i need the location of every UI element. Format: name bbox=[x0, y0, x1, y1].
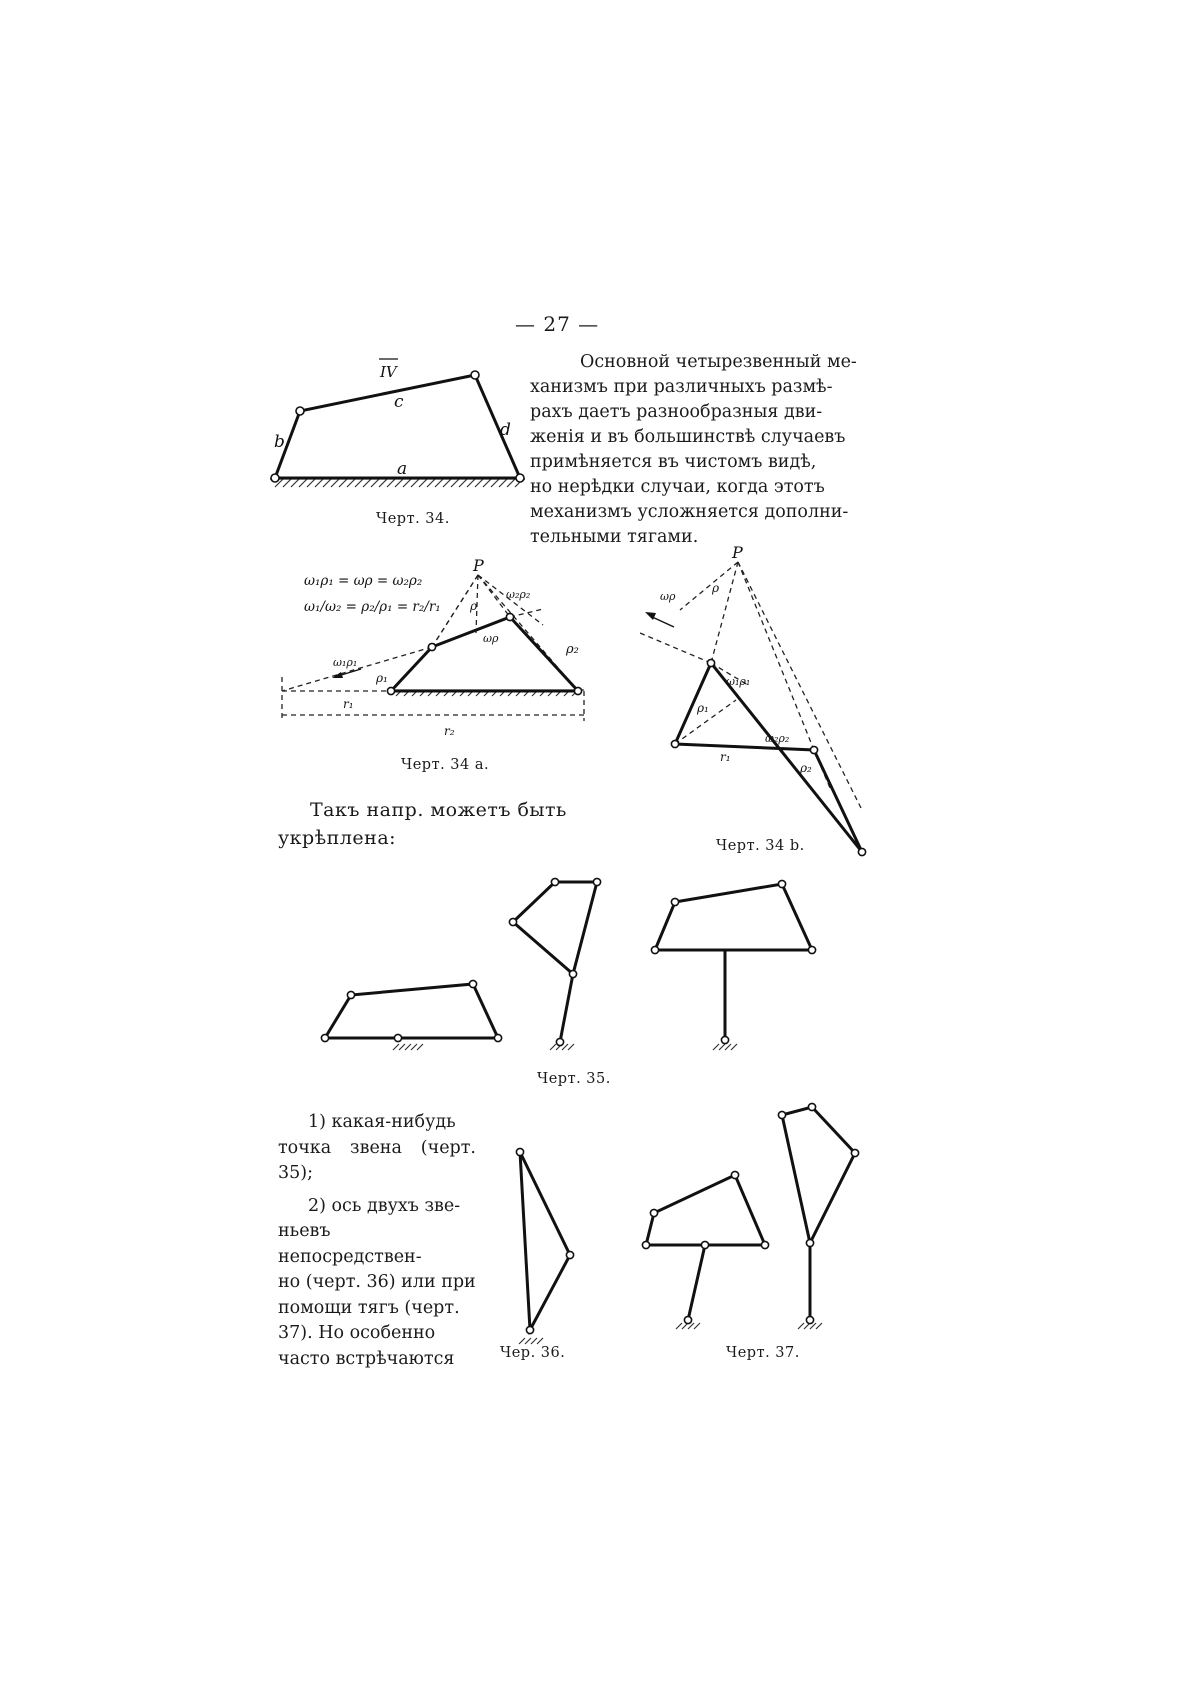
label-w1rho1: ω₁ρ₁ bbox=[333, 656, 358, 669]
paragraph-line: Такъ напр. можетъ быть bbox=[310, 799, 567, 821]
ray-p-c bbox=[738, 562, 814, 750]
four-bar-linkage-2 bbox=[782, 1107, 855, 1243]
joint bbox=[516, 474, 524, 482]
label-wrho: ωρ bbox=[660, 590, 676, 603]
joint bbox=[731, 1171, 738, 1178]
joint bbox=[650, 1209, 657, 1216]
paragraph-line: 2) ось двухъ зве- bbox=[308, 1195, 461, 1216]
formula-2: ω₁/ω₂ = ρ₂/ρ₁ = r₂/r₁ bbox=[304, 599, 441, 615]
figure-35 bbox=[315, 870, 835, 1060]
paragraph-line: 1) какая-нибудь bbox=[308, 1112, 456, 1132]
label-r1: r₁ bbox=[720, 750, 731, 764]
velocity-dash bbox=[640, 633, 711, 663]
paragraph-line: женія и въ большинствѣ случаевъ bbox=[530, 427, 846, 447]
joint-fixed bbox=[394, 1034, 401, 1041]
ray-p-b bbox=[711, 562, 738, 663]
paragraph-example bbox=[278, 796, 568, 852]
caption-fig37: Черт. 37. bbox=[726, 1345, 800, 1361]
joint bbox=[574, 687, 581, 694]
paragraph-line: часто встрѣчаются bbox=[278, 1348, 455, 1369]
joint bbox=[778, 880, 785, 887]
paragraph-line: примѣняется въ чистомъ видѣ, bbox=[530, 452, 817, 472]
paragraph-intro bbox=[530, 350, 875, 550]
joint bbox=[471, 371, 479, 379]
joint bbox=[321, 1034, 328, 1041]
paragraph-line: тельными тягами. bbox=[530, 527, 699, 547]
joint bbox=[271, 474, 279, 482]
joint bbox=[851, 1149, 858, 1156]
velocity-ray bbox=[680, 562, 738, 610]
joint-fixed bbox=[684, 1316, 691, 1323]
joint bbox=[509, 918, 516, 925]
four-bar-linkage-2 bbox=[513, 882, 597, 974]
label-wrho: ωρ bbox=[483, 632, 499, 645]
caption-fig36: Чер. 36. bbox=[500, 1345, 566, 1361]
label-c: c bbox=[394, 392, 404, 412]
joint bbox=[707, 659, 714, 666]
paragraph-line: но нерѣдки случаи, когда этотъ bbox=[530, 477, 825, 497]
joint bbox=[651, 946, 658, 953]
joint bbox=[593, 878, 600, 885]
joint bbox=[806, 1239, 813, 1246]
joint-fixed bbox=[806, 1316, 813, 1323]
joint bbox=[516, 1148, 523, 1155]
figure-37 bbox=[640, 1095, 880, 1335]
joint bbox=[701, 1241, 708, 1248]
label-rho: ρ bbox=[712, 581, 720, 595]
figure-34b bbox=[640, 543, 880, 868]
label-rho2: ρ₂ bbox=[800, 761, 812, 775]
label-roman: IV bbox=[380, 363, 397, 381]
joint-fixed bbox=[556, 1038, 563, 1045]
paragraph-line: помощи тягъ (черт. bbox=[278, 1297, 460, 1318]
joint bbox=[469, 980, 476, 987]
paragraph-line: ханизмъ при различныхъ размѣ- bbox=[530, 377, 833, 397]
figure-34 bbox=[270, 355, 535, 525]
four-bar-linkage bbox=[675, 663, 862, 852]
joint bbox=[808, 1103, 815, 1110]
list-item-1 bbox=[278, 1110, 476, 1187]
joint-fixed bbox=[526, 1326, 533, 1333]
joint bbox=[387, 687, 394, 694]
label-rho: ρ bbox=[470, 599, 478, 613]
label-rho1: ρ₁ bbox=[376, 671, 388, 685]
label-pole: P bbox=[732, 543, 743, 562]
joint bbox=[566, 1251, 573, 1258]
figure-34a bbox=[288, 556, 606, 753]
paragraph-line: точка звена (черт. 35); bbox=[278, 1137, 476, 1183]
paragraph-line: рахъ даетъ разнообразныя дви- bbox=[530, 402, 823, 422]
joint bbox=[428, 643, 435, 650]
four-bar-linkage bbox=[391, 617, 578, 691]
ground-hatching bbox=[393, 1044, 423, 1050]
caption-fig35: Черт. 35. bbox=[537, 1071, 611, 1087]
four-bar-linkage bbox=[520, 1152, 570, 1330]
label-w2rho2: ω₂ρ₂ bbox=[506, 588, 531, 601]
paragraph-line: укрѣплена: bbox=[278, 827, 397, 849]
paragraph-line: но (черт. 36) или при bbox=[278, 1272, 476, 1292]
joint bbox=[810, 746, 817, 753]
joint bbox=[642, 1241, 649, 1248]
label-rho1: ρ₁ bbox=[697, 701, 709, 715]
figure-36 bbox=[505, 1140, 575, 1350]
list-item-2 bbox=[278, 1194, 476, 1373]
paragraph-line: механизмъ усложняется дополни- bbox=[530, 502, 849, 522]
formula-1: ω₁ρ₁ = ωρ = ω₂ρ₂ bbox=[304, 573, 423, 589]
link-fixed bbox=[560, 974, 573, 1042]
caption-fig34: Черт. 34. bbox=[376, 511, 450, 527]
joint bbox=[506, 613, 513, 620]
label-d: d bbox=[500, 420, 511, 440]
paragraph-line: 37). Но особенно bbox=[278, 1323, 436, 1343]
arrow-head bbox=[645, 612, 656, 620]
joint bbox=[808, 946, 815, 953]
label-a: a bbox=[397, 459, 408, 479]
label-r2: r₂ bbox=[444, 724, 455, 738]
joint bbox=[761, 1241, 768, 1248]
ground-hatching bbox=[713, 1044, 737, 1050]
link-fixed bbox=[688, 1245, 705, 1320]
label-rho2: ρ₂ bbox=[566, 642, 579, 657]
velocity-c bbox=[510, 609, 543, 617]
caption-fig34a: Черт. 34 a. bbox=[401, 757, 490, 773]
joint bbox=[778, 1111, 785, 1118]
paragraph-line: ньевъ непосредствен- bbox=[278, 1221, 422, 1267]
joint bbox=[296, 407, 304, 415]
label-w1rho1: ω₁ρ₁ bbox=[726, 675, 751, 688]
ground-hatching bbox=[275, 479, 523, 487]
paragraph-list bbox=[278, 1110, 476, 1379]
page-number: — 27 — bbox=[515, 312, 600, 336]
joint bbox=[671, 898, 678, 905]
joint bbox=[671, 740, 678, 747]
paragraph-line: Основной четырезвенный ме- bbox=[580, 352, 857, 372]
label-b: b bbox=[274, 432, 285, 452]
label-w2rho2: ω₂ρ₂ bbox=[765, 732, 790, 745]
label-r1: r₁ bbox=[343, 697, 354, 711]
four-bar-linkage-1 bbox=[646, 1175, 765, 1245]
caption-fig34b: Черт. 34 b. bbox=[716, 838, 805, 854]
joint bbox=[494, 1034, 501, 1041]
ground-hatching bbox=[519, 1338, 543, 1344]
label-pole: P bbox=[473, 556, 484, 575]
joint bbox=[347, 991, 354, 998]
joint bbox=[858, 848, 865, 855]
arrow-head bbox=[332, 672, 343, 678]
joint-fixed bbox=[721, 1036, 728, 1043]
joint bbox=[551, 878, 558, 885]
four-bar-linkage-3 bbox=[655, 884, 812, 950]
joint bbox=[569, 970, 576, 977]
